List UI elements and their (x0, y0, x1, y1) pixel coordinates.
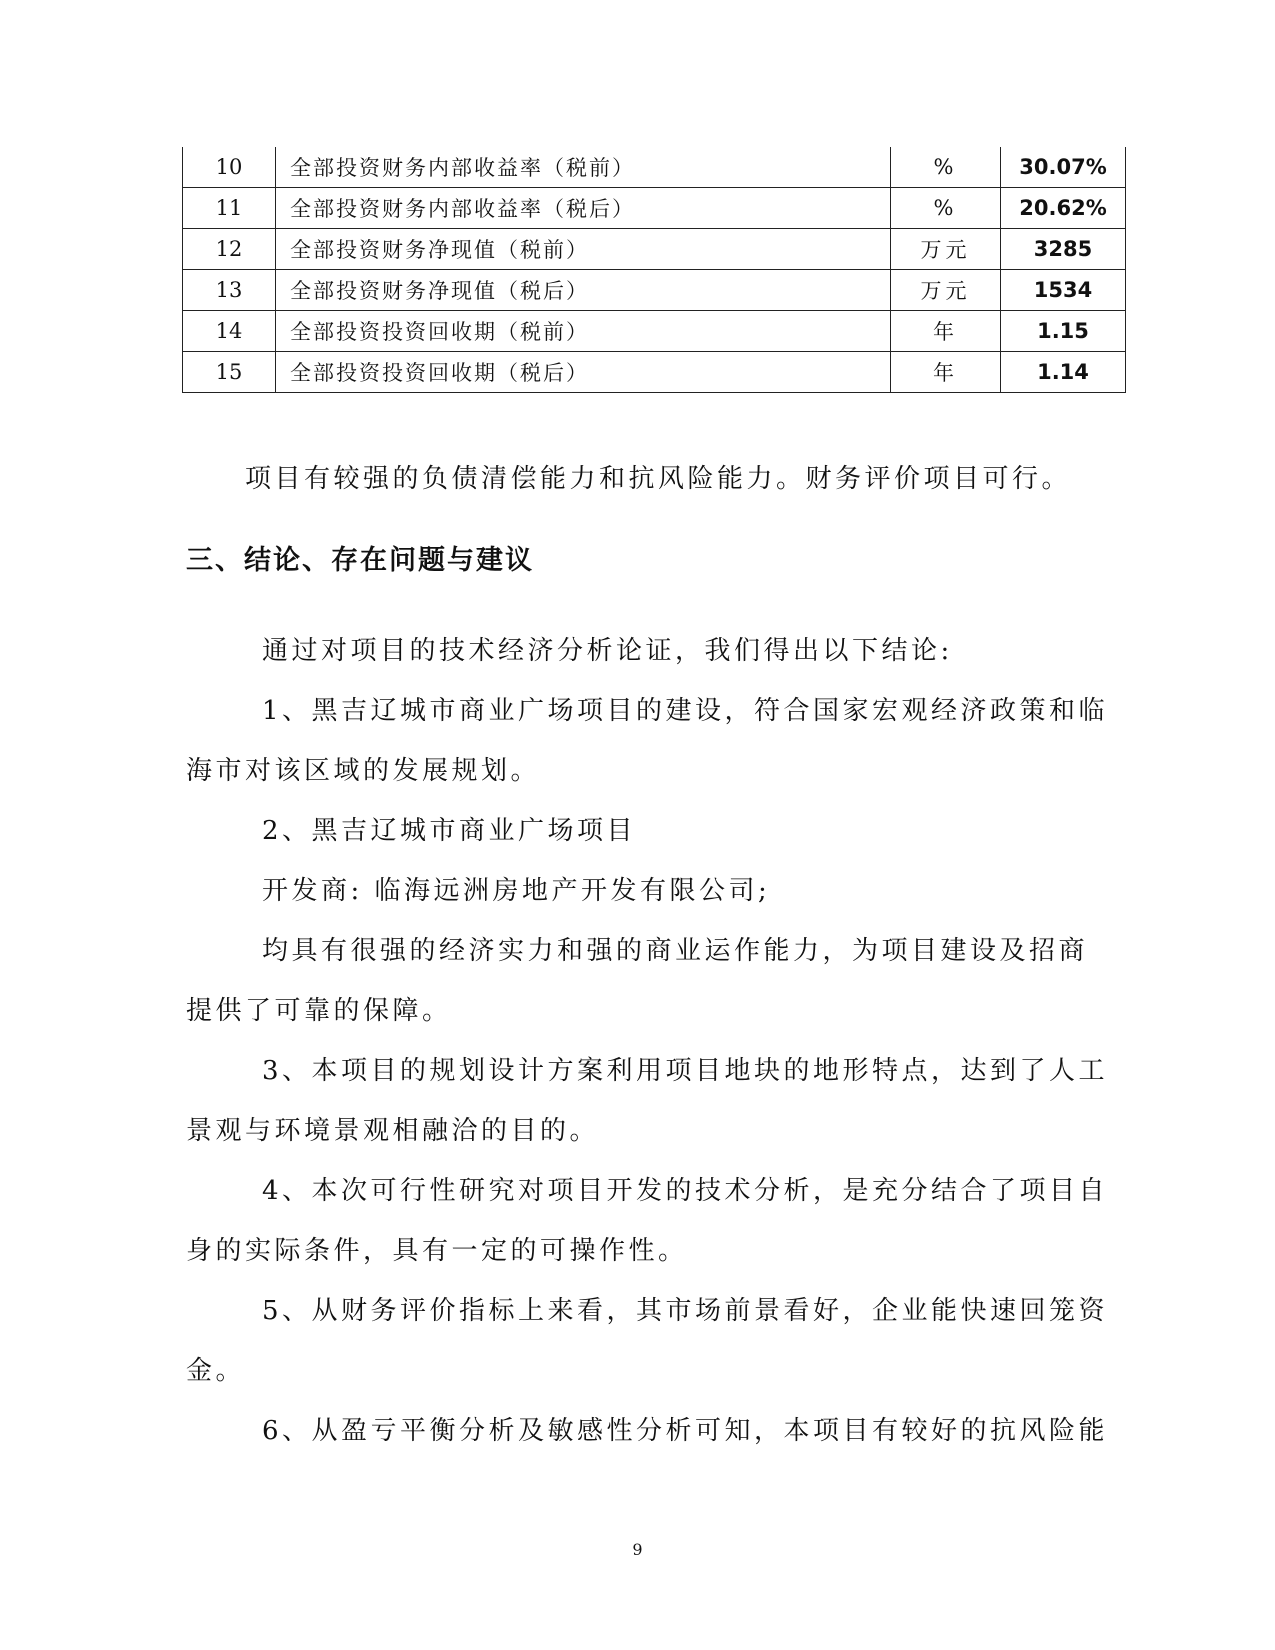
table-row (183, 147, 1126, 188)
intro-paragraph: 通过对项目的技术经济分析论证，我们得出以下结论: (262, 636, 953, 666)
metric-name: 全部投资投资回收期（税后） (276, 352, 891, 393)
conclusion-5-line-1: 5、从财务评价指标上来看，其市场前景看好，企业能快速回笼资 (262, 1296, 1109, 1326)
metric-name: 全部投资财务净现值（税后） (276, 270, 891, 311)
row-number: 15 (183, 352, 276, 393)
row-number: 10 (183, 147, 276, 188)
table-body (183, 147, 1126, 393)
conclusion-2-line-1: 2、黑吉辽城市商业广场项目 (262, 816, 637, 846)
developer-line: 开发商: 临海远洲房地产开发有限公司; (262, 876, 771, 906)
metric-name: 全部投资财务净现值（税前） (276, 229, 891, 270)
conclusion-3-line-1: 3、本项目的规划设计方案利用项目地块的地形特点，达到了人工 (262, 1056, 1109, 1086)
conclusion-2-line-3: 均具有很强的经济实力和强的商业运作能力，为项目建设及招商 (262, 936, 1089, 966)
metric-unit: 万元 (891, 229, 1001, 270)
row-number: 11 (183, 188, 276, 229)
metric-unit: % (891, 188, 1001, 229)
conclusion-6-line-1: 6、从盈亏平衡分析及敏感性分析可知，本项目有较好的抗风险能 (262, 1416, 1109, 1446)
metric-value: 1.14 (1001, 352, 1126, 393)
row-number: 13 (183, 270, 276, 311)
conclusion-5-line-2: 金。 (186, 1356, 246, 1386)
metric-value: 1534 (1001, 270, 1126, 311)
row-number: 12 (183, 229, 276, 270)
conclusion-4-line-1: 4、本次可行性研究对项目开发的技术分析，是充分结合了项目自 (262, 1176, 1109, 1206)
metric-unit: 万元 (891, 270, 1001, 311)
metric-unit: % (891, 147, 1001, 188)
table-row (183, 229, 1126, 270)
metric-unit: 年 (891, 352, 1001, 393)
summary-paragraph: 项目有较强的负债清偿能力和抗风险能力。财务评价项目可行。 (245, 464, 1072, 494)
metric-name: 全部投资投资回收期（税前） (276, 311, 891, 352)
table-row (183, 270, 1126, 311)
table-row (183, 352, 1126, 393)
metric-unit: 年 (891, 311, 1001, 352)
conclusion-1-line-2: 海市对该区域的发展规划。 (186, 756, 541, 786)
table-row (183, 188, 1126, 229)
metric-value: 30.07% (1001, 147, 1126, 188)
conclusion-3-line-2: 景观与环境景观相融洽的目的。 (186, 1116, 600, 1146)
conclusion-4-line-2: 身的实际条件，具有一定的可操作性。 (186, 1236, 688, 1266)
metric-value: 20.62% (1001, 188, 1126, 229)
metric-name: 全部投资财务内部收益率（税前） (276, 147, 891, 188)
page-number: 9 (632, 1540, 643, 1559)
metric-value: 1.15 (1001, 311, 1126, 352)
conclusion-1-line-1: 1、黑吉辽城市商业广场项目的建设，符合国家宏观经济政策和临 (262, 696, 1109, 726)
section-heading: 三、结论、存在问题与建议 (186, 545, 534, 576)
conclusion-2-line-4: 提供了可靠的保障。 (186, 996, 452, 1026)
metric-name: 全部投资财务内部收益率（税后） (276, 188, 891, 229)
metric-value: 3285 (1001, 229, 1126, 270)
financial-metrics-table (182, 147, 1126, 393)
row-number: 14 (183, 311, 276, 352)
table-row (183, 311, 1126, 352)
